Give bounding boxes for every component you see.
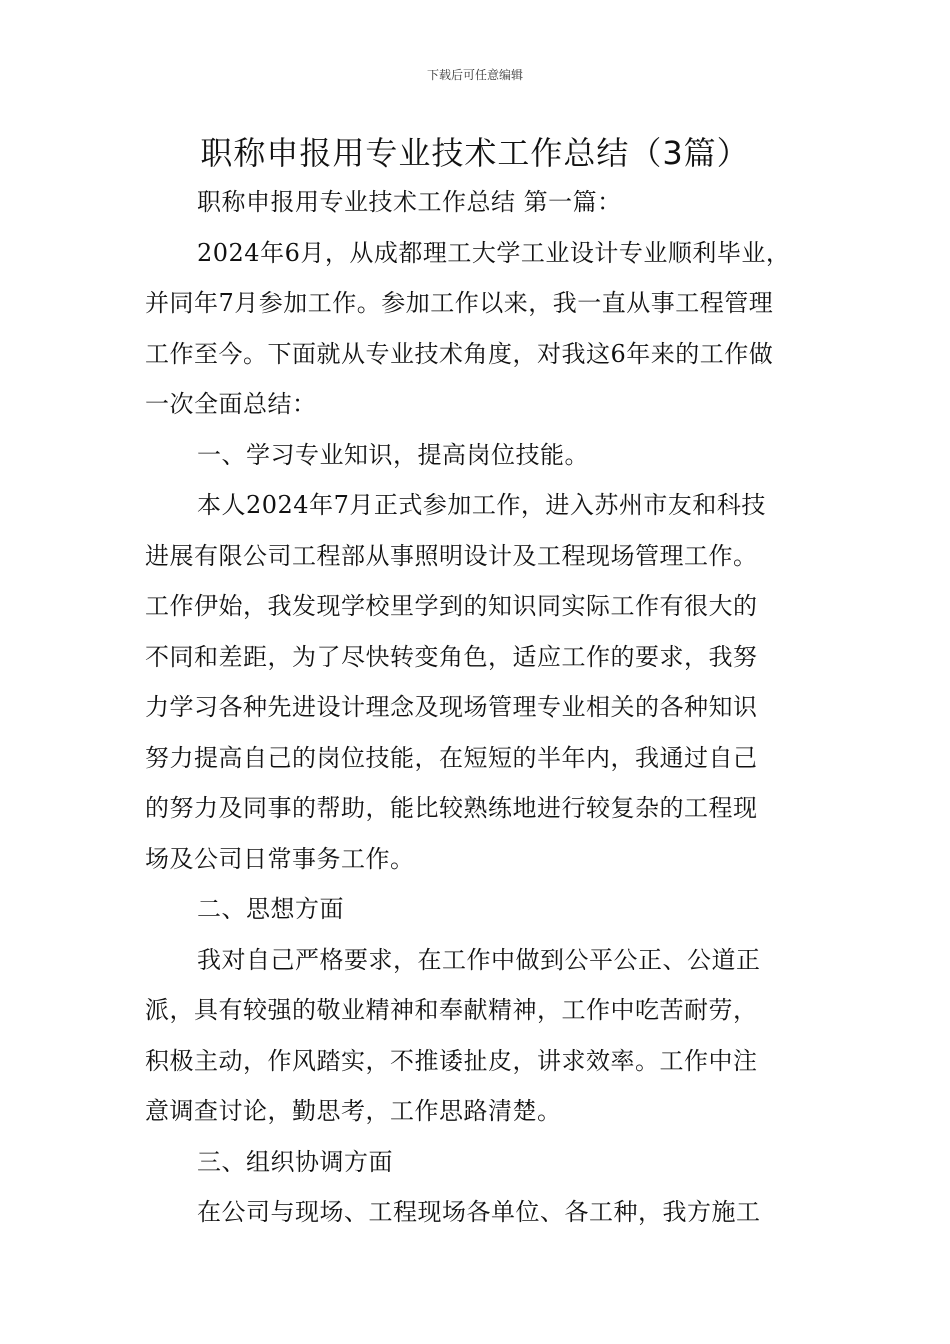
text-line: 力学习各种先进设计理念及现场管理专业相关的各种知识: [145, 693, 758, 721]
text-line: 我对自己严格要求，在工作中做到公平公正、公道正: [197, 945, 761, 974]
text-line: 本人2024年7月正式参加工作，进入苏州市友和科技: [197, 491, 766, 519]
document-body: [145, 177, 825, 1238]
text-line: 一次全面总结：: [145, 390, 317, 418]
text-line: 二、思想方面: [197, 895, 344, 923]
text-line: 派，具有较强的敬业精神和奉献精神，工作中吃苦耐劳，: [145, 996, 758, 1024]
text-line: 职称申报用专业技术工作总结 第一篇：: [197, 188, 622, 216]
text-line: 工作至今。下面就从专业技术角度，对我这6年来的工作做: [145, 339, 774, 368]
text-line: 工作伊始，我发现学校里学到的知识同实际工作有很大的: [145, 592, 758, 620]
text-line: 2024年6月，从成都理工大学工业设计专业顺利毕业，: [197, 238, 791, 267]
text-line: 并同年7月参加工作。参加工作以来，我一直从事工程管理: [145, 289, 774, 317]
page-header: 下载后可任意编辑: [426, 68, 523, 82]
text-line: 进展有限公司工程部从事照明设计及工程现场管理工作。: [145, 541, 758, 570]
text-line: 场及公司日常事务工作。: [145, 844, 415, 873]
text-line: 意调查讨论，勤思考，工作思路清楚。: [145, 1097, 562, 1125]
text-line: 积极主动，作风踏实，不推诿扯皮，讲求效率。工作中注: [145, 1046, 758, 1075]
text-line: 在公司与现场、工程现场各单位、各工种，我方施工: [197, 1198, 761, 1226]
document-title: 职称申报用专业技术工作总结（3篇）: [200, 134, 750, 172]
text-line: 三、组织协调方面: [197, 1147, 393, 1176]
text-line: 一、学习专业知识，提高岗位技能。: [197, 440, 589, 469]
text-line: 努力提高自己的岗位技能，在短短的半年内，我通过自己: [145, 743, 758, 772]
text-line: 不同和差距，为了尽快转变角色，适应工作的要求，我努: [145, 642, 758, 671]
text-line: 的努力及同事的帮助，能比较熟练地进行较复杂的工程现: [145, 794, 758, 822]
